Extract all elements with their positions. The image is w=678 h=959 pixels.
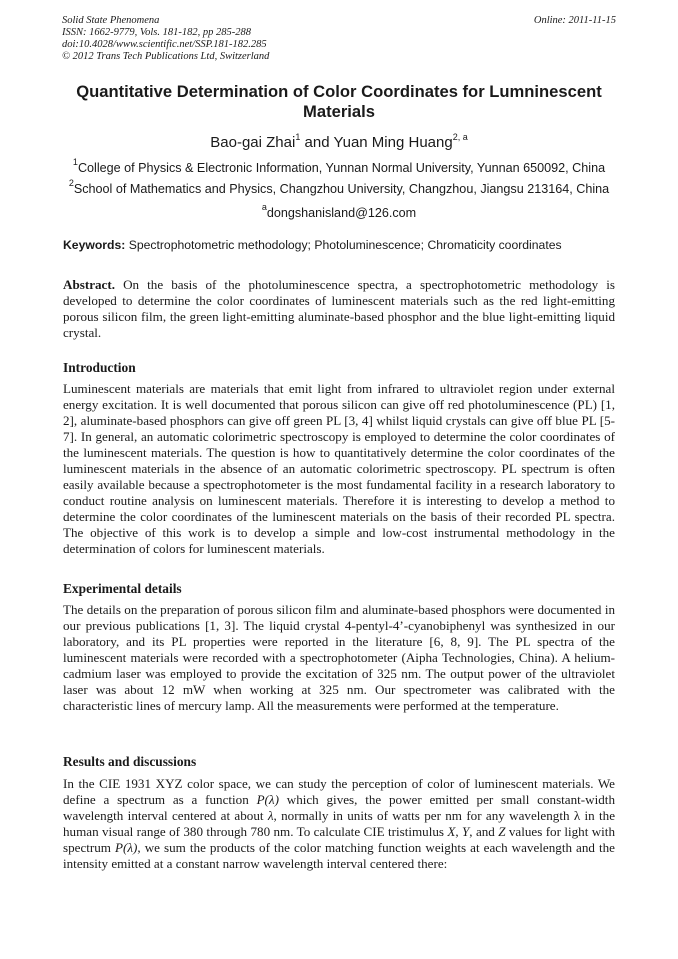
results-text-5: , we sum the products of the color matching function weights at each wavelength and the intensity emitted at a constant narrow wavelength interval centered there: — [63, 840, 615, 871]
introduction-paragraph — [63, 381, 615, 557]
affiliation-1 — [0, 157, 678, 176]
experimental-heading: Experimental details — [63, 581, 182, 596]
publication-header — [62, 15, 616, 63]
results-text-1: In the CIE 1931 XYZ color space, we can study the perception of color of luminescent materials. We define a spectrum as a function — [63, 776, 615, 807]
copyright-line: © 2012 Trans Tech Publications Ltd, Switzerland — [62, 51, 270, 62]
affiliation-1-text: College of Physics & Electronic Information, Yunnan Normal University, Yunnan 650092, China — [77, 161, 606, 175]
author-line — [0, 134, 678, 152]
affiliation-2-text: School of Mathematics and Physics, Changzhou University, Changzhou, Jiangsu 213164, China — [73, 182, 610, 196]
paper-title: Quantitative Determination of Color Coordinates for Lumninescent Materials — [76, 82, 602, 121]
affiliation-1-sup: 1 — [72, 157, 78, 167]
affiliation-2 — [0, 178, 678, 197]
keywords-text: Spectrophotometric methodology; Photoluminescence; Chromaticity coordinates — [125, 238, 562, 252]
email-sup: a — [261, 202, 267, 212]
abstract-text: On the basis of the photoluminescence spectra, a spectrophotometric methodology is developed to determine the color coordinates of luminescent materials such as the red light-emitting porous silicon film, the green light-emitting aluminate-based phosphor and the blue light-emitting liquid crystal. — [63, 277, 615, 340]
abstract — [63, 277, 615, 341]
results-math-y: Y — [462, 824, 470, 839]
email-text: dongshanisland@126.com — [266, 206, 417, 220]
results-comma-2: , and — [469, 824, 499, 839]
author-and: and — [300, 134, 334, 151]
results-text-2: which gives, the power emitted per small constant-width wavelength interval centered at about — [63, 792, 615, 823]
results-text-4: values for light with spectrum — [63, 824, 615, 855]
journal-name: Solid State Phenomena — [62, 15, 160, 26]
introduction-text: Luminescent materials are materials that emit light from infrared to ultraviolet region under external energy excitation. It is well documented that porous silicon can give off red photoluminescence (PL) [1, 2], aluminate-based phosphors can give off green PL [3, 4] whilst liquid crystals can give off blue PL [5-7]. In general, an automatic colorimetric spectroscopy is employed to determine the color coordinates of the luminescent materials. The question is how to quantitatively determine the color coordinates of the luminescent materials in the absence of an automatic colorimetric spectroscopy. PL spectrum is often easily available because a spectrophotometer is the most fundamental facility in a research laboratory to conduct routine analysis on luminescent materials. Therefore it is interesting to develop a method to determine the color coordinates of the luminescent materials on the basis of their recorded PL spectra. The objective of this work is to develop a simple and low-cost instrumental methodology in the determination of colors for luminescent materials. — [63, 381, 615, 556]
keywords — [63, 237, 615, 253]
results-math-lambda: λ — [267, 808, 274, 823]
affiliation-2-sup: 2 — [68, 178, 74, 188]
issn-line: ISSN: 1662-9779, Vols. 181-182, pp 285-288 — [62, 27, 251, 38]
results-math-z: Z — [498, 824, 506, 839]
author-1: Bao-gai Zhai — [210, 134, 296, 151]
doi-line: doi:10.4028/www.scientific.net/SSP.181-182.285 — [62, 39, 267, 50]
results-math-p2: P(λ) — [115, 840, 138, 855]
author-2: Yuan Ming Huang — [333, 134, 453, 151]
author-2-sup: 2, a — [452, 132, 468, 142]
results-math-x: X — [447, 824, 456, 839]
experimental-text: The details on the preparation of porous silicon film and aluminate-based phosphors were documented in our previous publications [1, 3]. The liquid crystal 4-pentyl-4’-cyanobiphenyl was synthesized in our laboratory, and its PL properties were reported in the literature [6, 8, 9]. The PL spectra of the luminescent materials were recorded with a spectrophotometer (Aipha Technologies, China). A helium-cadmium laser was employed to provide the excitation of 325 nm. The output power of the ultraviolet laser was about 12 mW when working at 325 nm. Our spectrometer was calibrated with the characteristic lines of mercury lamp. All the measurements were performed at the temperature. — [63, 602, 615, 713]
introduction-heading: Introduction — [63, 360, 136, 375]
results-text-3: , normally in units of watts per nm for any wavelength λ in the human visual range of 380 through 780 nm. To calculate CIE tristimulus — [63, 808, 616, 839]
author-email — [0, 202, 678, 221]
results-heading: Results and discussions — [63, 754, 197, 769]
results-math-p: P(λ) — [256, 792, 279, 807]
results-text — [63, 776, 615, 872]
results-paragraph — [63, 776, 615, 872]
experimental-paragraph — [63, 602, 615, 714]
keywords-label: Keywords: — [63, 238, 126, 252]
results-comma-1: , — [455, 824, 462, 839]
abstract-label: Abstract. — [63, 277, 115, 292]
author-1-sup: 1 — [295, 132, 301, 142]
online-date: Online: 2011-11-15 — [533, 15, 616, 26]
